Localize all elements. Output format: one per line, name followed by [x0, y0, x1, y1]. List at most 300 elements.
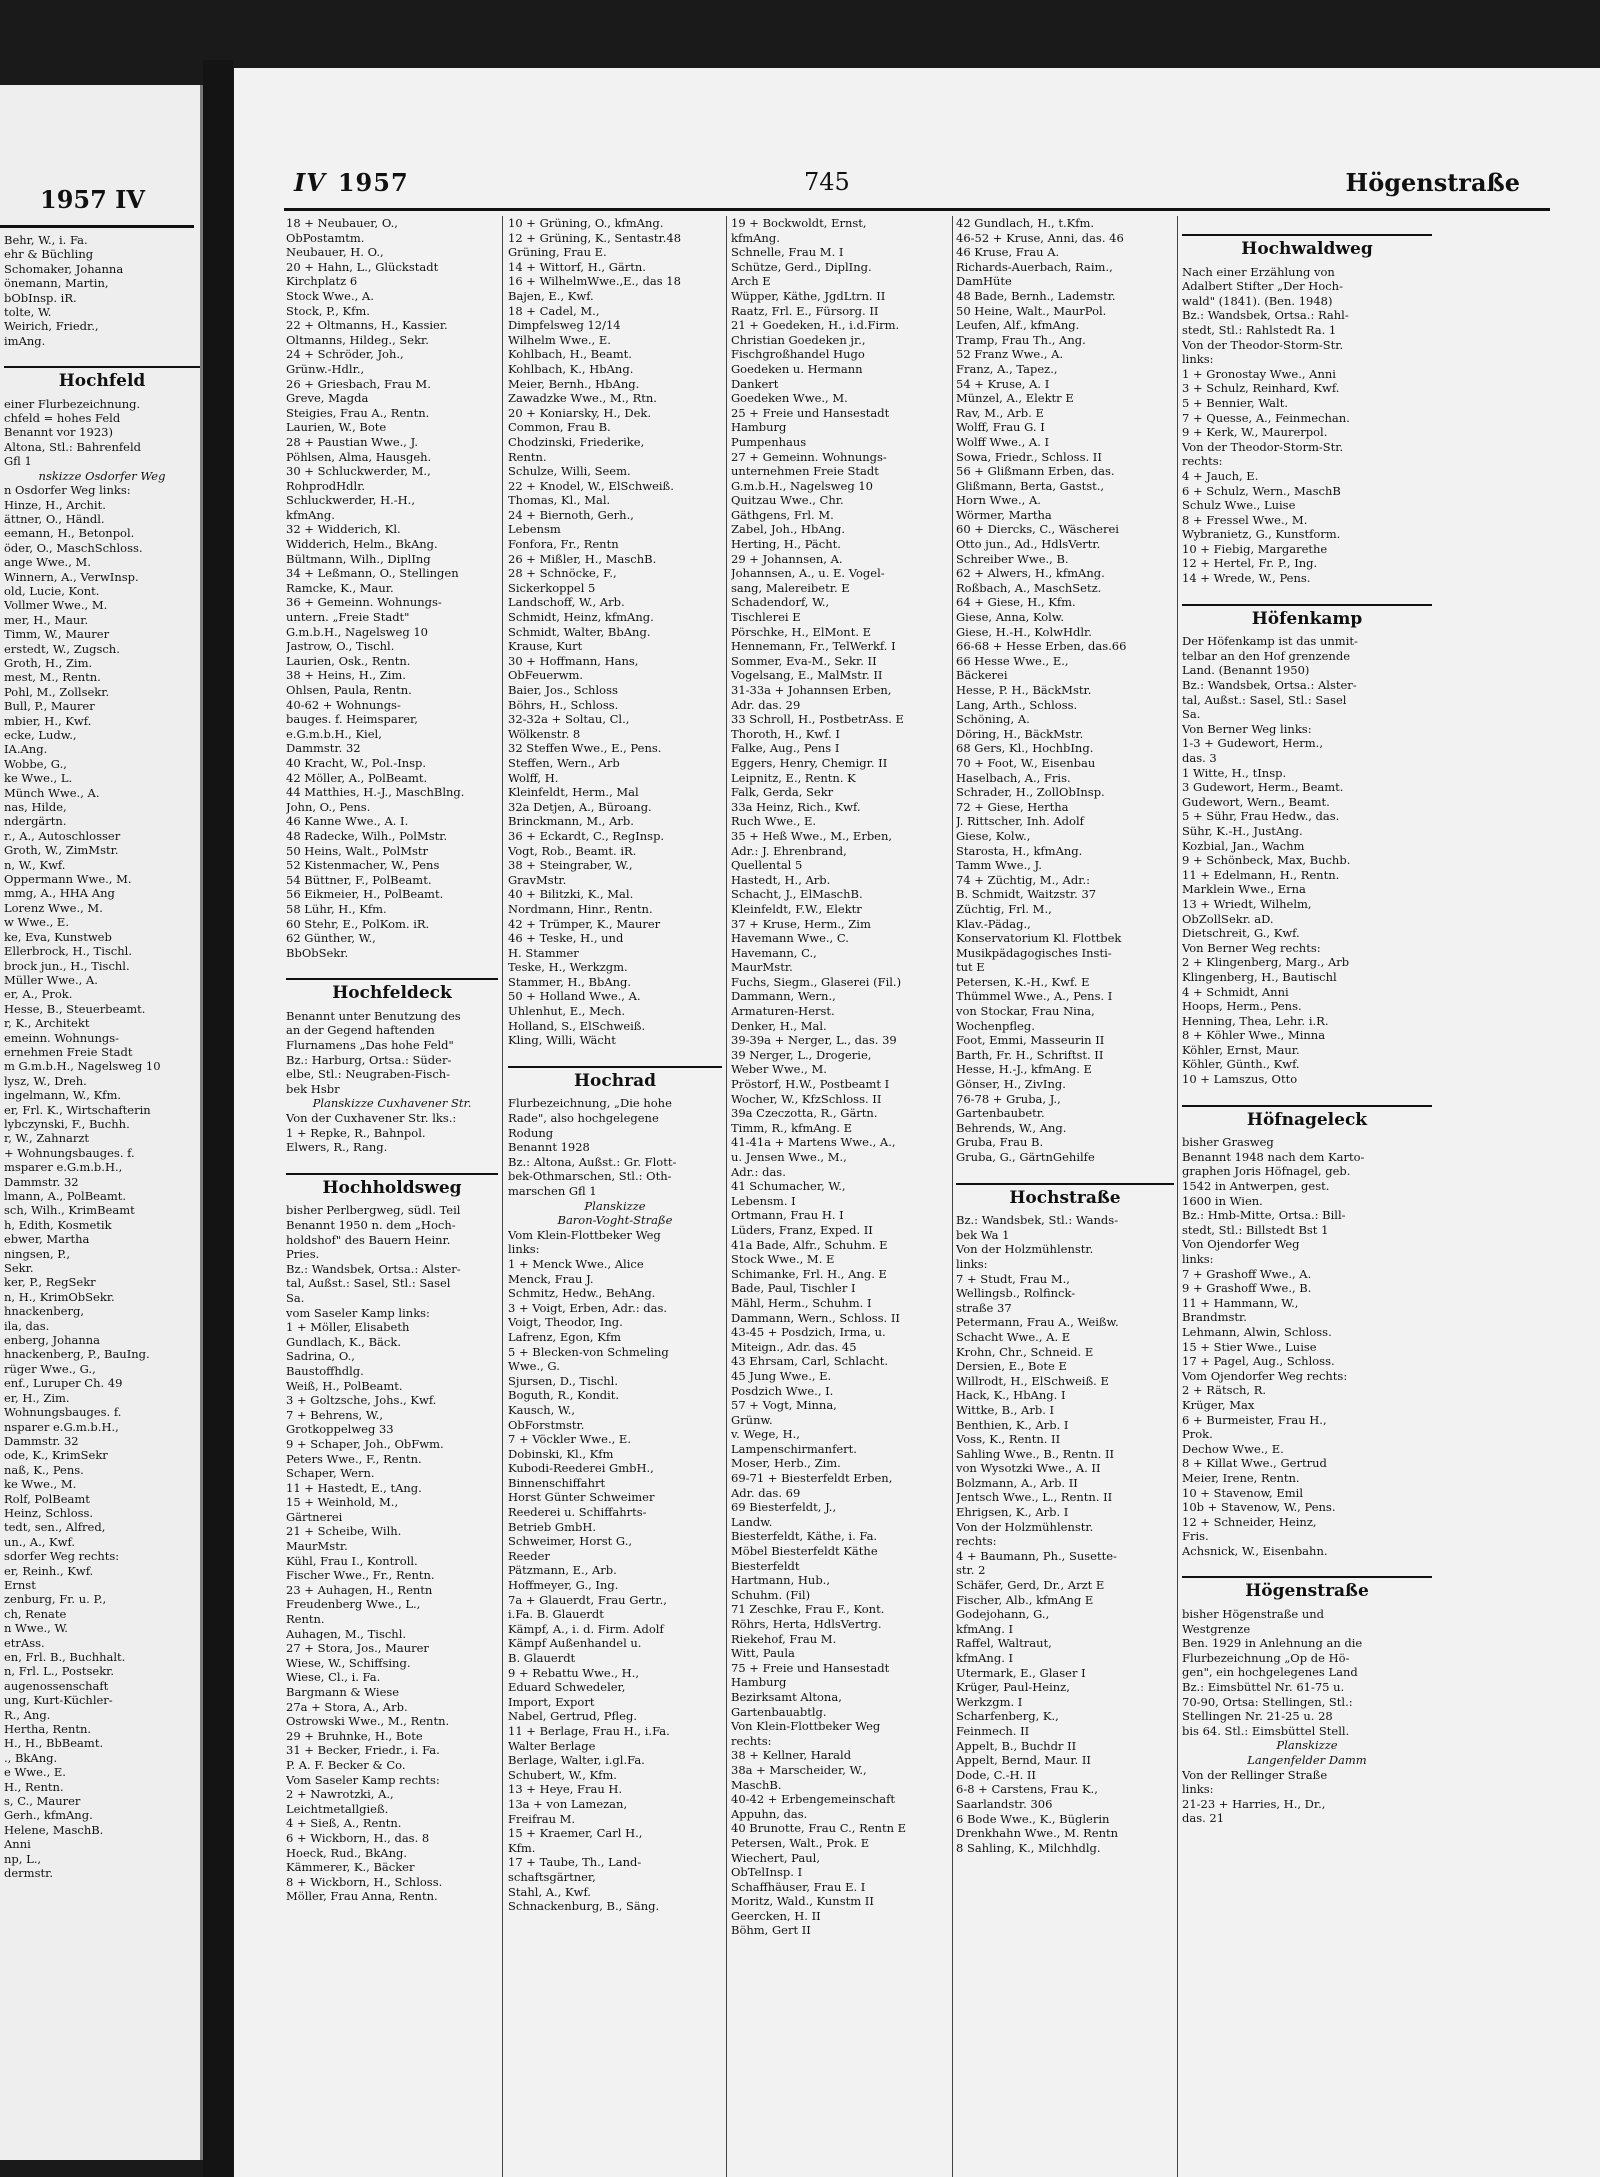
directory-entry: MaschB. — [731, 1777, 782, 1792]
directory-entry: Christian Goedeken jr., — [731, 332, 866, 347]
directory-entry: Hoffmeyer, G., Ing. — [508, 1578, 619, 1593]
directory-entry: 25 + Freie und Hansestadt — [731, 405, 890, 420]
directory-entry: an der Gegend haftenden — [286, 1023, 435, 1038]
column-divider — [952, 216, 953, 2177]
directory-entry: schaftsgärtner, — [508, 1869, 596, 1884]
directory-entry: 31 + Becker, Friedr., i. Fa. — [286, 1743, 440, 1758]
directory-entry: ker, P., RegSekr — [4, 1275, 96, 1290]
directory-entry: Gartenbaubetr. — [956, 1106, 1045, 1121]
directory-entry: mest, M., Rentn. — [4, 670, 101, 685]
directory-entry: Flurbezeichnung „Op de Hö- — [1182, 1650, 1350, 1665]
directory-entry: Lampenschirmanfert. — [731, 1441, 857, 1456]
directory-entry: Krüger, Max — [1182, 1397, 1255, 1412]
directory-entry: 42 Gundlach, H., t.Kfm. — [956, 216, 1095, 230]
running-head — [234, 168, 1600, 208]
directory-entry: Moritz, Wald., Kunstm II — [731, 1894, 874, 1909]
directory-entry: Wolff Wwe., A. I — [956, 434, 1050, 449]
directory-entry: 52 Kistenmacher, W., Pens — [286, 858, 440, 873]
directory-entry: Von Klein-Flottbeker Weg — [731, 1719, 881, 1734]
directory-entry: 40-42 + Erbengemeinschaft — [731, 1792, 896, 1807]
directory-entry: old, Lucie, Kont. — [4, 583, 100, 598]
street-heading: Hochwaldweg — [1182, 234, 1432, 257]
directory-entry: 22 + Knodel, W., ElSchweiß. — [508, 478, 674, 493]
directory-column-2 — [508, 216, 722, 1914]
directory-entry: 7 + Vöckler Wwe., E. — [508, 1432, 631, 1447]
directory-entry: Böhrs, H., Schloss. — [508, 697, 619, 712]
directory-entry: Mähl, Herm., Schuhm. I — [731, 1295, 872, 1310]
directory-entry: Horn Wwe., A. — [956, 493, 1041, 508]
directory-entry: Döring, H., BäckMstr. — [956, 726, 1084, 741]
directory-entry: Hamburg — [731, 420, 787, 435]
directory-entry: Adr.: J. Ehrenbrand, — [731, 843, 847, 858]
directory-entry: R., Ang. — [4, 1707, 51, 1722]
directory-entry: Oppermann Wwe., M. — [4, 872, 132, 887]
directory-entry: Grotkoppelweg 33 — [286, 1422, 394, 1437]
directory-entry: Posdzich Wwe., I. — [731, 1383, 834, 1398]
directory-entry: rechts: — [1182, 454, 1223, 469]
directory-entry: enberg, Johanna — [4, 1333, 101, 1348]
directory-entry: imAng. — [4, 333, 46, 348]
directory-entry: 21 + Goedeken, H., i.d.Firm. — [731, 318, 900, 333]
directory-entry: Wiechert, Paul, — [731, 1850, 821, 1865]
directory-entry: i.Fa. B. Glauerdt — [508, 1607, 604, 1622]
directory-entry: 56 + Glißmann Erben, das. — [956, 464, 1115, 479]
directory-entry: links: — [1182, 352, 1214, 367]
directory-entry: Schaffhäuser, Frau E. I — [731, 1879, 866, 1894]
directory-entry: Kleinfeldt, Herm., Mal — [508, 785, 639, 800]
directory-entry: Falke, Aug., Pens I — [731, 741, 840, 756]
directory-entry: 48 Radecke, Wilh., PolMstr. — [286, 828, 448, 843]
directory-entry: Grünw. — [731, 1412, 773, 1427]
directory-entry: Wocher, W., KfzSchloss. II — [731, 1091, 882, 1106]
directory-entry: Petersen, K.-H., Kwf. E — [956, 974, 1090, 989]
directory-entry: Bäckerei — [956, 668, 1008, 683]
directory-entry: kfmAng. I — [956, 1621, 1014, 1636]
directory-entry: 22 + Oltmanns, H., Kassier. — [286, 318, 448, 333]
directory-column-3 — [731, 216, 949, 1938]
directory-entry: Fuchs, Siegm., Glaserei (Fil.) — [731, 974, 902, 989]
directory-entry: Rolf, PolBeamt — [4, 1491, 90, 1506]
map-reference: Planskizze Cuxhavener Str. — [312, 1096, 472, 1111]
directory-entry: Baier, Jos., Schloss — [508, 683, 618, 697]
directory-entry: 19 + Bockwoldt, Ernst, — [731, 216, 867, 230]
directory-entry: Fischer, Alb., kfmAng E — [956, 1592, 1094, 1607]
directory-entry: Falk, Gerda, Sekr — [731, 785, 834, 800]
directory-entry: Dobinski, Kl., Kfm — [508, 1446, 614, 1461]
directory-entry: h, Edith, Kosmetik — [4, 1217, 112, 1232]
directory-entry: Voigt, Theodor, Ing. — [508, 1315, 623, 1330]
directory-entry: 7 + Quesse, A., Feinmechan. — [1182, 410, 1350, 425]
directory-entry: 23 + Auhagen, H., Rentn — [286, 1582, 433, 1597]
directory-entry: ode, K., KrimSekr — [4, 1448, 108, 1463]
directory-entry: 4 + Sieß, A., Rentn. — [286, 1816, 402, 1831]
directory-entry: Bz.: Harburg, Ortsa.: Süder- — [286, 1052, 452, 1067]
directory-entry: Wüpper, Käthe, JgdLtrn. II — [731, 288, 886, 303]
directory-entry: 60 + Diercks, C., Wäscherei — [956, 522, 1119, 537]
directory-entry: n, H., KrimObSekr. — [4, 1289, 115, 1304]
directory-entry: Vom Saseler Kamp rechts: — [286, 1772, 440, 1787]
directory-entry: 54 Büttner, F., PolBeamt. — [286, 872, 432, 887]
directory-entry: Rav, M., Arb. E — [956, 405, 1044, 420]
directory-entry: Benannt unter Benutzung des — [286, 1008, 461, 1023]
directory-entry: Thümmel Wwe., A., Pens. I — [956, 989, 1113, 1004]
directory-entry: Dimpfelsweg 12/14 — [508, 318, 621, 333]
directory-entry: u. Jensen Wwe., M., — [731, 1150, 847, 1164]
directory-entry: Biesterfeldt, Käthe, i. Fa. — [731, 1529, 878, 1544]
directory-entry: bek Wa 1 — [956, 1227, 1010, 1242]
directory-entry: 46-52 + Kruse, Anni, das. 46 — [956, 230, 1124, 245]
directory-entry: 40 Kracht, W., Pol.-Insp. — [286, 755, 427, 770]
directory-entry: 5 + Bennier, Walt. — [1182, 395, 1288, 410]
directory-entry: Schweimer, Horst G., — [508, 1534, 633, 1549]
directory-entry: Grünw.-Hdlr., — [286, 361, 365, 376]
directory-entry: Wolff, Frau G. I — [956, 420, 1045, 435]
directory-entry: telbar an den Hof grenzende — [1182, 648, 1350, 663]
directory-entry: Kubodi-Reederei GmbH., — [508, 1461, 654, 1476]
directory-entry: Pohl, M., Zollsekr. — [4, 684, 110, 699]
directory-entry: Kohlbach, K., HbAng. — [508, 361, 634, 376]
street-heading: Höfenkamp — [1182, 604, 1432, 627]
directory-entry: 42 + Trümper, K., Maurer — [508, 916, 661, 931]
directory-entry: 2 + Nawrotzki, A., — [286, 1787, 394, 1802]
directory-entry: Von der Rellinger Straße — [1182, 1767, 1328, 1782]
directory-entry: 30 + Hoffmann, Hans, — [508, 653, 639, 668]
directory-entry: Dode, C.-H. II — [956, 1767, 1036, 1782]
directory-entry: Kausch, W., — [508, 1402, 576, 1417]
directory-entry: sang, Malereibetr. E — [731, 580, 850, 595]
directory-entry: 8 + Fressel Wwe., M. — [1182, 512, 1308, 527]
directory-entry: Flurnamens „Das hohe Feld" — [286, 1038, 454, 1053]
directory-entry: MaurMstr. — [731, 960, 793, 975]
directory-entry: Von Ojendorfer Weg — [1182, 1237, 1300, 1252]
directory-entry: 26 + Griesbach, Frau M. — [286, 376, 431, 391]
directory-entry: Ostrowski Wwe., M., Rentn. — [286, 1714, 450, 1729]
directory-entry: 46 Kanne Wwe., A. I. — [286, 814, 409, 829]
directory-entry: Dersien, E., Bote E — [956, 1359, 1067, 1374]
directory-entry: Schulze, Willi, Seem. — [508, 464, 631, 479]
directory-entry: 39-39a + Nerger, L., das. 39 — [731, 1033, 897, 1048]
directory-entry: Anni — [4, 1837, 31, 1852]
directory-column-4 — [956, 216, 1174, 1855]
directory-entry: Holland, S., ElSchweiß. — [508, 1018, 646, 1033]
directory-entry: Von Berner Weg links: — [1182, 721, 1312, 736]
directory-entry: Denker, H., Mal. — [731, 1018, 827, 1033]
directory-entry: 60 Stehr, E., PolKom. iR. — [286, 916, 430, 931]
directory-entry: Steigies, Frau A., Rentn. — [286, 405, 430, 420]
directory-entry: ObZollSekr. aD. — [1182, 911, 1274, 926]
directory-entry: Berlage, Walter, i.gl.Fa. — [508, 1753, 645, 1768]
directory-entry: Bade, Paul, Tischler I — [731, 1281, 856, 1296]
directory-entry: Weiß, H., PolBeamt. — [286, 1378, 403, 1393]
directory-entry: Schacht, J., ElMaschB. — [731, 887, 863, 902]
street-heading: Hochstraße — [956, 1183, 1174, 1206]
directory-entry: 8 + Köhler Wwe., Minna — [1182, 1028, 1326, 1043]
directory-entry: Kozbial, Jan., Wachm — [1182, 838, 1305, 853]
directory-entry: das. 21 — [1182, 1811, 1225, 1826]
directory-entry: Bz.: Hmb-Mitte, Ortsa.: Bill- — [1182, 1208, 1346, 1223]
directory-entry: 3 + Goltzsche, Johs., Kwf. — [286, 1393, 437, 1408]
directory-column-1 — [286, 216, 498, 1904]
directory-entry: n Osdorfer Weg links: — [4, 483, 131, 498]
directory-entry: 13a + von Lamezan, — [508, 1796, 628, 1811]
directory-entry: Steffen, Wern., Arb — [508, 755, 620, 770]
directory-entry: Wohnungsbauges. f. — [4, 1405, 122, 1420]
directory-entry: Kirchplatz 6 — [286, 274, 358, 289]
directory-entry: Kühl, Frau I., Kontroll. — [286, 1553, 418, 1568]
directory-entry: GravMstr. — [508, 872, 567, 887]
directory-entry: Herting, H., Pächt. — [731, 537, 841, 552]
directory-entry: straße 37 — [956, 1300, 1012, 1315]
directory-entry: Kämmerer, K., Bäcker — [286, 1860, 415, 1875]
directory-entry: Bz.: Wandsbek, Ortsa.: Alster- — [286, 1261, 461, 1276]
directory-entry: Sekr. — [4, 1261, 34, 1276]
directory-entry: 12 + Hertel, Fr. P., Ing. — [1182, 556, 1318, 571]
directory-entry: 76-78 + Gruba, J., — [956, 1091, 1061, 1106]
directory-entry: Münch Wwe., A. — [4, 785, 100, 800]
directory-entry: Schöning, A. — [956, 712, 1030, 727]
map-reference: Planskizze — [1276, 1738, 1338, 1753]
directory-entry: 48 Bade, Bernh., Lademstr. — [956, 288, 1116, 303]
directory-entry: 4 + Baumann, Ph., Susette- — [956, 1548, 1117, 1563]
directory-entry: 43 Ehrsam, Carl, Schlacht. — [731, 1354, 889, 1369]
directory-entry: hnackenberg, P., BauIng. — [4, 1347, 150, 1362]
directory-entry: Wellingsb., Rolfinck- — [956, 1286, 1076, 1301]
street-title: Högenstraße — [1345, 168, 1520, 197]
directory-entry: Leichtmetallgieß. — [286, 1801, 389, 1816]
directory-entry: e Wwe., E. — [4, 1765, 66, 1780]
directory-entry: hnackenberg, — [4, 1304, 84, 1319]
directory-entry: Kfm. — [508, 1840, 536, 1855]
directory-entry: Gruba, Frau B. — [956, 1135, 1044, 1150]
directory-entry: Von der Holzmühlenstr. — [956, 1519, 1094, 1534]
directory-entry: Von der Cuxhavener Str. lks.: — [286, 1111, 457, 1126]
directory-entry: Lafrenz, Egon, Kfm — [508, 1329, 621, 1344]
directory-entry: 8 + Killat Wwe., Gertrud — [1182, 1456, 1327, 1471]
directory-entry: stedt, Stl.: Billstedt Bst 1 — [1182, 1222, 1329, 1237]
directory-entry: Thomas, Kl., Mal. — [508, 493, 611, 508]
left-page-header: 1957 IV — [40, 185, 145, 214]
directory-entry: 6 Bode Wwe., K., Büglerin — [956, 1811, 1110, 1826]
directory-entry: Flurbezeichnung, „Die hohe — [508, 1096, 672, 1111]
directory-entry: Schnelle, Frau M. I — [731, 245, 844, 260]
directory-entry: P. A. F. Becker & Co. — [286, 1757, 406, 1772]
directory-entry: Dechow Wwe., E. — [1182, 1441, 1284, 1456]
directory-entry: Nordmann, Hinr., Rentn. — [508, 901, 653, 916]
directory-entry: Johannsen, A., u. E. Vogel- — [731, 566, 885, 581]
directory-entry: emeinn. Wohnungs- — [4, 1030, 120, 1045]
directory-entry: Sühr, K.-H., JustAng. — [1182, 823, 1303, 838]
directory-entry: 33a Heinz, Rich., Kwf. — [731, 799, 861, 814]
directory-entry: 17 + Pagel, Aug., Schloss. — [1182, 1354, 1335, 1369]
directory-entry: Leufen, Alf., kfmAng. — [956, 318, 1080, 333]
directory-entry: Schulz Wwe., Luise — [1182, 498, 1296, 513]
directory-entry: Kleinfeldt, F.W., Elektr — [731, 901, 862, 916]
column-divider — [502, 216, 503, 2177]
directory-entry: J. Rittscher, Inh. Adolf — [956, 814, 1084, 829]
directory-entry: 9 + Schaper, Joh., ObFwm. — [286, 1436, 444, 1451]
directory-entry: Utermark, E., Glaser I — [956, 1665, 1086, 1680]
directory-entry: Adr. das. 29 — [731, 697, 801, 712]
directory-entry: Lehmann, Alwin, Schloss. — [1182, 1324, 1332, 1339]
directory-entry: 39a Czeczotta, R., Gärtn. — [731, 1106, 878, 1121]
directory-entry: Willrodt, H., ElSchweiß. E — [956, 1373, 1109, 1388]
directory-entry: Hesse, H.-J., kfmAng. E — [956, 1062, 1092, 1077]
directory-entry: 17 + Taube, Th., Land- — [508, 1855, 642, 1870]
directory-entry: Gäthgens, Frl. M. — [731, 507, 834, 522]
directory-entry: Wiese, W., Schiffsing. — [286, 1655, 411, 1670]
directory-entry: önemann, Martin, — [4, 276, 109, 291]
directory-entry: 1-3 + Gudewort, Herm., — [1182, 736, 1323, 751]
directory-entry: Bezirksamt Altona, — [731, 1689, 842, 1704]
directory-entry: bisher Grasweg — [1182, 1135, 1274, 1150]
directory-entry: kfmAng. I — [956, 1651, 1014, 1665]
directory-entry: rüger Wwe., G., — [4, 1361, 96, 1376]
directory-entry: Heinz, Schloss. — [4, 1505, 94, 1520]
directory-entry: Musikpädagogisches Insti- — [956, 945, 1112, 960]
directory-entry: 13 + Heye, Frau H. — [508, 1782, 623, 1797]
directory-entry: 43-45 + Posdzich, Irma, u. — [731, 1325, 886, 1340]
directory-entry: Fischgroßhandel Hugo — [731, 347, 865, 362]
directory-entry: Boguth, R., Kondit. — [508, 1388, 620, 1403]
directory-entry: 36 + Eckardt, C., RegInsp. — [508, 828, 665, 843]
directory-entry: 9 + Schönbeck, Max, Buchb. — [1182, 853, 1351, 868]
directory-entry: Schmitz, Hedw., BehAng. — [508, 1286, 656, 1301]
directory-entry: Brandmstr. — [1182, 1310, 1247, 1325]
directory-entry: Dammstr. 32 — [4, 1174, 79, 1189]
directory-entry: Dammstr. 32 — [286, 741, 361, 756]
directory-entry: gen", ein hochgelegenes Land — [1182, 1665, 1358, 1680]
directory-entry: Nabel, Gertrud, Pfleg. — [508, 1709, 637, 1724]
directory-entry: naß, K., Pens. — [4, 1462, 84, 1477]
directory-entry: Krüger, Paul-Heinz, — [956, 1680, 1070, 1695]
directory-entry: m G.m.b.H., Nagelsweg 10 — [4, 1059, 161, 1074]
directory-entry: Fischer Wwe., Fr., Rentn. — [286, 1568, 435, 1583]
directory-entry: links: — [1182, 1252, 1214, 1266]
directory-entry: Sa. — [286, 1290, 305, 1305]
directory-entry: 16 + WilhelmWwe.,E., das 18 — [508, 274, 681, 289]
directory-entry: n Wwe., W. — [4, 1621, 68, 1636]
directory-entry: 74 + Züchtig, M., Adr.: — [956, 872, 1090, 887]
directory-entry: 40 + Bilitzki, K., Mal. — [508, 887, 634, 902]
directory-entry: Ben. 1929 in Anlehnung an die — [1182, 1636, 1363, 1651]
directory-entry: 1 Witte, H., tInsp. — [1182, 765, 1287, 780]
directory-entry: 15 + Kraemer, Carl H., — [508, 1826, 643, 1841]
directory-entry: Giese, Anna, Kolw. — [956, 610, 1064, 625]
directory-entry: Benannt 1950 n. dem „Hoch- — [286, 1218, 456, 1232]
directory-entry: Neubauer, H. O., — [286, 245, 384, 260]
directory-entry: 7 + Studt, Frau M., — [956, 1271, 1070, 1286]
directory-entry: Möller, Frau Anna, Rentn. — [286, 1889, 438, 1904]
directory-entry: MaurMstr. — [286, 1539, 348, 1554]
directory-entry: 45 Jung Wwe., E. — [731, 1368, 832, 1383]
directory-entry: 10 + Fiebig, Margarethe — [1182, 541, 1328, 556]
directory-entry: 1 + Möller, Elisabeth — [286, 1320, 410, 1335]
directory-entry: Jastrow, O., Tischl. — [286, 639, 395, 654]
map-reference: Baron-Voght-Straße — [557, 1213, 673, 1228]
directory-entry: Vogelsang, E., MalMstr. II — [731, 668, 883, 683]
directory-entry: er, H., Zim. — [4, 1390, 70, 1405]
directory-entry: Schäfer, Gerd, Dr., Arzt E — [956, 1578, 1105, 1593]
directory-entry: tut E — [956, 960, 985, 975]
map-reference: Langenfelder Damm — [1247, 1753, 1367, 1767]
directory-entry: Betrieb GmbH. — [508, 1519, 597, 1534]
directory-entry: Appelt, Bernd, Maur. II — [956, 1753, 1091, 1768]
directory-entry: Stammer, H., BbAng. — [508, 974, 632, 989]
directory-entry: Fonfora, Fr., Rentn — [508, 537, 619, 552]
directory-entry: 15 + Stier Wwe., Luise — [1182, 1339, 1317, 1354]
directory-entry: Schnackenburg, B., Säng. — [508, 1899, 660, 1914]
directory-entry: Müller Wwe., A. — [4, 972, 98, 987]
directory-entry: er, Frl. K., Wirtschafterin — [4, 1102, 151, 1117]
volume-roman: IV — [294, 168, 326, 197]
directory-entry: G.m.b.H., Nagelsweg 10 — [286, 624, 428, 639]
directory-entry: 28 + Schnöcke, F., — [508, 566, 617, 581]
directory-entry: 27 + Gemeinn. Wohnungs- — [731, 449, 887, 464]
directory-entry: bauges. f. Heimsparer, — [286, 712, 418, 727]
directory-entry: 14 + Wrede, W., Pens. — [1182, 571, 1311, 586]
directory-entry: Baustoffhdlg. — [286, 1363, 364, 1378]
directory-entry: 62 + Alwers, H., kfmAng. — [956, 566, 1105, 581]
year: 1957 — [337, 168, 409, 197]
directory-entry: en, Frl. B., Buchhalt. — [4, 1650, 126, 1664]
directory-entry: Wiese, Cl., i. Fa. — [286, 1670, 381, 1685]
directory-entry: ung, Kurt-Küchler- — [4, 1693, 113, 1708]
directory-entry: eemann, H., Betonpol. — [4, 526, 135, 541]
directory-entry: Petersen, Walt., Prok. E — [731, 1835, 870, 1850]
directory-entry: Havemann Wwe., C. — [731, 931, 849, 946]
directory-entry: Godejohann, G., — [956, 1607, 1050, 1622]
directory-entry: bek Hsbr — [286, 1081, 340, 1096]
directory-entry: 27 + Stora, Jos., Maurer — [286, 1641, 429, 1656]
directory-entry: Peters Wwe., F., Rentn. — [286, 1451, 422, 1466]
directory-entry: Petermann, Frau A., Weißw. — [956, 1315, 1119, 1330]
directory-entry: n, Frl. L., Postsekr. — [4, 1664, 115, 1679]
directory-entry: Bull, P., Maurer — [4, 699, 95, 714]
directory-entry: Moser, Herb., Zim. — [731, 1456, 841, 1471]
directory-entry: 32-32a + Soltau, Cl., — [508, 712, 630, 727]
directory-entry: bisher Perlbergweg, südl. Teil — [286, 1203, 461, 1218]
directory-entry: Wobbe, G., — [4, 756, 67, 771]
directory-entry: 2 + Rätsch, R. — [1182, 1383, 1267, 1398]
directory-entry: 18 + Neubauer, O., — [286, 216, 398, 230]
directory-entry: 29 + Johannsen, A. — [731, 551, 843, 566]
directory-entry: das. 3 — [1182, 751, 1217, 765]
directory-entry: 64 + Giese, H., Kfm. — [956, 595, 1076, 610]
directory-entry: unternehmen Freie Stadt — [731, 464, 879, 479]
directory-entry: links: — [1182, 1782, 1214, 1797]
directory-entry: 24 + Schröder, Joh., — [286, 347, 404, 362]
directory-entry: 1 + Gronostay Wwe., Anni — [1182, 366, 1336, 381]
directory-entry: Dankert — [731, 376, 779, 391]
left-page-column — [4, 233, 200, 1881]
directory-entry: Wörmer, Martha — [956, 507, 1052, 522]
directory-entry: Bültmann, Wilh., DiplIng — [286, 551, 431, 566]
directory-entry: Eggers, Henry, Chemigr. II — [731, 755, 888, 770]
directory-entry: Adr. das. 69 — [731, 1485, 801, 1500]
directory-entry: holdshof" des Bauern Heinr. — [286, 1232, 451, 1247]
directory-entry: 37 + Kruse, Herm., Zim — [731, 916, 871, 931]
directory-entry: Weirich, Friedr., — [4, 319, 99, 334]
directory-entry: Möbel Biesterfeldt Käthe — [731, 1544, 878, 1559]
directory-entry: untern. „Freie Stadt" — [286, 610, 410, 625]
directory-entry: Hack, K., HbAng. I — [956, 1388, 1066, 1403]
directory-entry: Dietschreit, G., Kwf. — [1182, 926, 1300, 941]
directory-entry: zenburg, Fr. u. P., — [4, 1592, 107, 1607]
directory-entry: Gundlach, K., Bäck. — [286, 1334, 401, 1349]
directory-entry: Stock Wwe., A. — [286, 288, 374, 303]
directory-entry: 33 Schroll, H., PostbetrAss. E — [731, 712, 904, 727]
directory-entry: ke Wwe., L. — [4, 771, 73, 786]
